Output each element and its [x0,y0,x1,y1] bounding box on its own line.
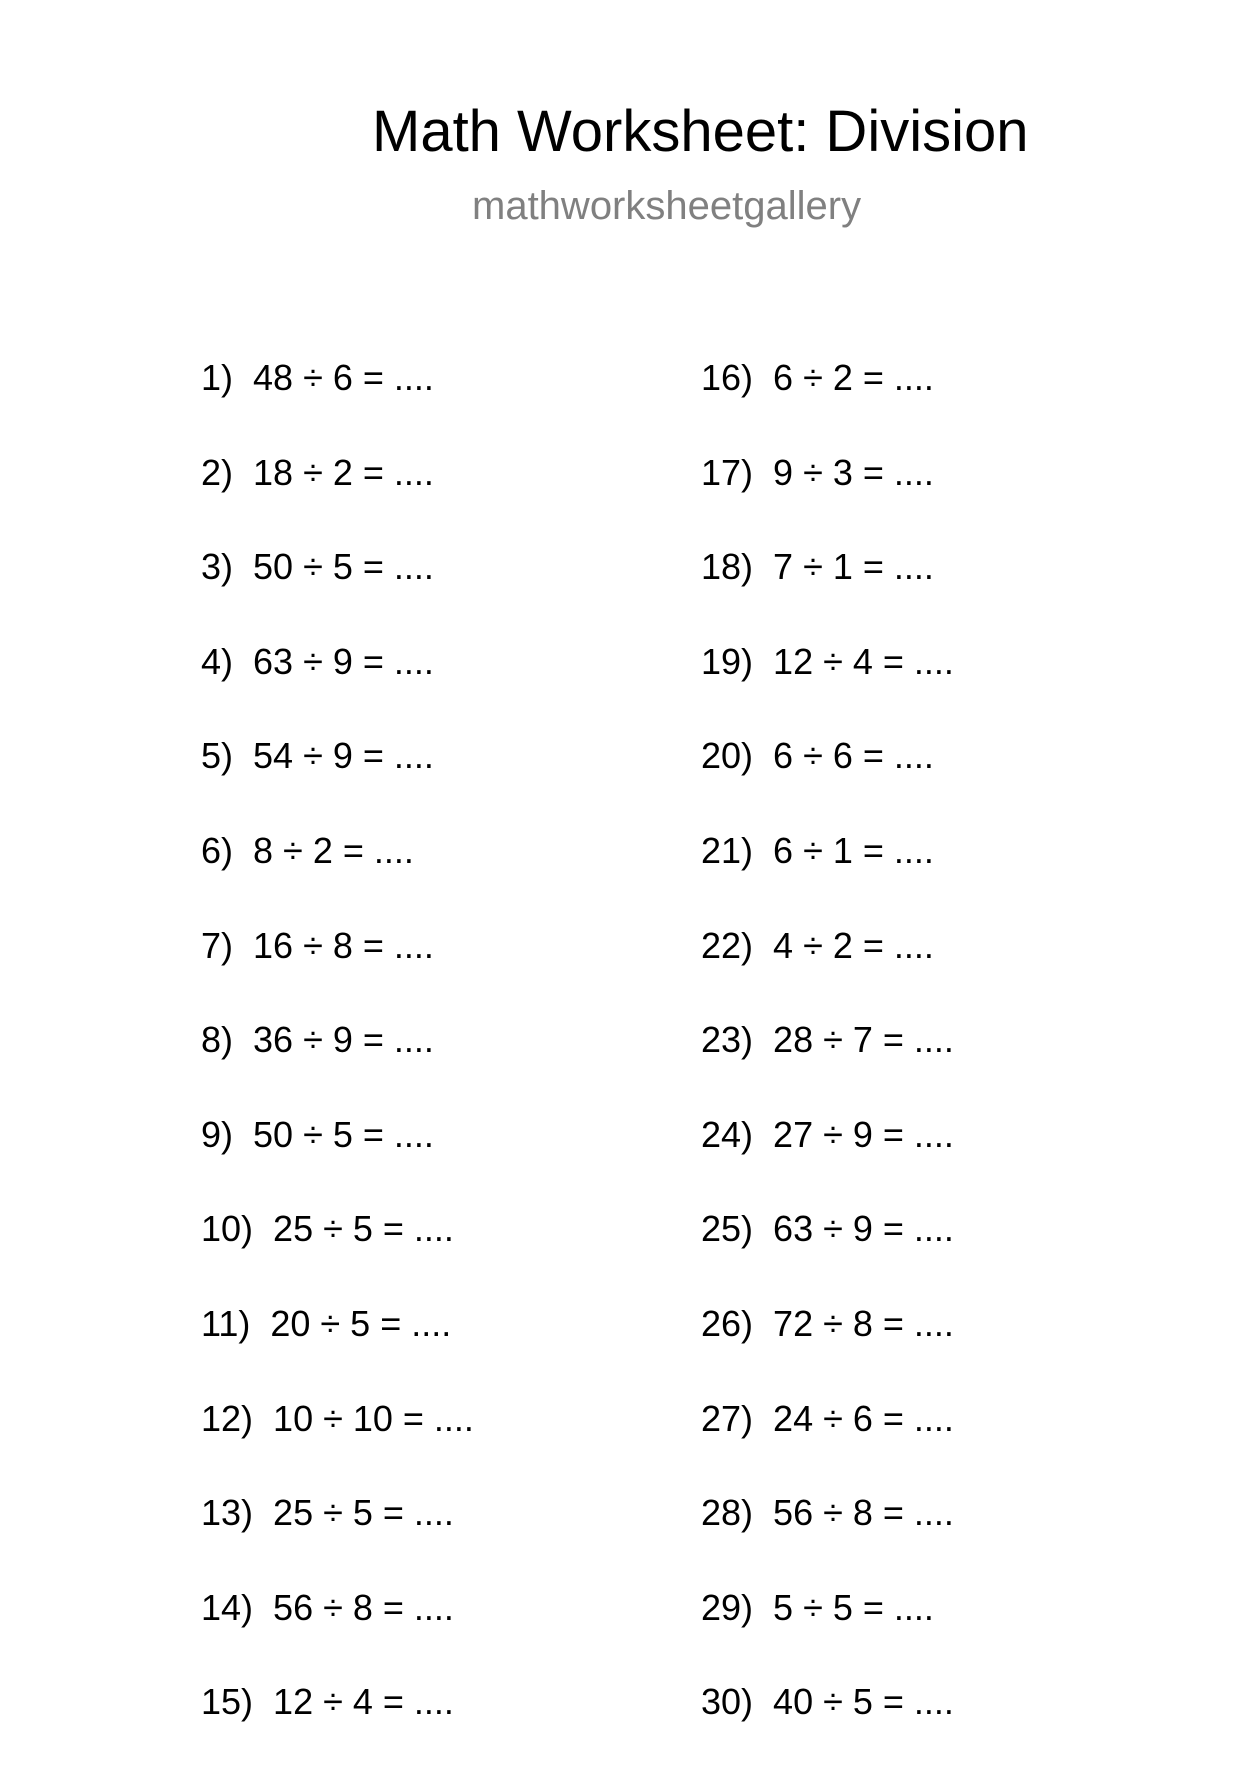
problem-expression: 27 ÷ 9 = .... [773,1113,954,1155]
problem-item [701,735,1161,830]
problem-item [201,452,661,547]
problem-expression: 10 ÷ 10 = .... [273,1397,474,1439]
problems-column-left [201,357,661,1776]
problem-item [201,1587,661,1682]
problem-number: 18) [701,546,754,588]
problem-number: 28) [701,1492,754,1534]
problem-number: 16) [701,357,754,398]
problem-item [701,1587,1161,1682]
problem-expression: 50 ÷ 5 = .... [253,1113,434,1155]
problem-expression: 25 ÷ 5 = .... [273,1492,454,1534]
problem-number: 9) [201,1113,234,1155]
problems-column-right [701,357,1161,1776]
problem-number: 15) [201,1681,254,1723]
problem-number: 19) [701,640,754,682]
problem-number: 4) [201,640,234,682]
problem-item [701,1681,1161,1776]
problem-expression: 36 ÷ 9 = .... [253,1019,434,1061]
problem-item [201,1019,661,1114]
problem-expression: 72 ÷ 8 = .... [773,1302,954,1344]
problem-item [201,357,661,452]
problem-expression: 12 ÷ 4 = .... [773,640,954,682]
problem-expression: 25 ÷ 5 = .... [273,1208,454,1250]
problem-item [701,1398,1161,1493]
problem-expression: 63 ÷ 9 = .... [773,1208,954,1250]
problem-expression: 12 ÷ 4 = .... [273,1681,454,1723]
problem-item [201,1681,661,1776]
problem-expression: 16 ÷ 8 = .... [253,924,434,966]
problem-item [701,1492,1161,1587]
problem-item [201,735,661,830]
problem-item [701,452,1161,547]
problem-expression: 24 ÷ 6 = .... [773,1397,954,1439]
problem-expression: 6 ÷ 6 = .... [773,735,934,777]
problem-item [701,357,1161,452]
worksheet-title: Math Worksheet: Division [372,99,1029,164]
problem-number: 10) [201,1208,254,1250]
problem-expression: 6 ÷ 2 = .... [773,357,934,398]
problem-expression: 50 ÷ 5 = .... [253,546,434,588]
problem-item [201,1398,661,1493]
problem-number: 22) [701,924,754,966]
problem-number: 12) [201,1397,254,1439]
problem-item [201,641,661,736]
problem-item [201,925,661,1020]
problem-expression: 4 ÷ 2 = .... [773,924,934,966]
problem-item [701,641,1161,736]
problem-number: 29) [701,1586,754,1628]
problem-number: 17) [701,451,754,493]
problem-number: 21) [701,829,754,871]
problem-item [201,1492,661,1587]
problem-expression: 5 ÷ 5 = .... [773,1586,934,1628]
problem-number: 25) [701,1208,754,1250]
problem-number: 7) [201,924,234,966]
problem-expression: 63 ÷ 9 = .... [253,640,434,682]
problem-expression: 28 ÷ 7 = .... [773,1019,954,1061]
problem-item [701,1114,1161,1209]
problem-expression: 40 ÷ 5 = .... [773,1681,954,1723]
problem-number: 13) [201,1492,254,1534]
problem-expression: 56 ÷ 8 = .... [273,1586,454,1628]
problem-expression: 48 ÷ 6 = .... [253,357,434,398]
problem-number: 26) [701,1302,754,1344]
problem-number: 2) [201,451,234,493]
problem-expression: 54 ÷ 9 = .... [253,735,434,777]
problem-item [701,1208,1161,1303]
problem-item [201,1114,661,1209]
problem-item [201,830,661,925]
problem-expression: 56 ÷ 8 = .... [773,1492,954,1534]
problem-item [701,925,1161,1020]
problem-number: 6) [201,829,234,871]
problem-expression: 6 ÷ 1 = .... [773,829,934,871]
problem-expression: 18 ÷ 2 = .... [253,451,434,493]
problem-item [201,1208,661,1303]
problem-item [701,1019,1161,1114]
problem-number: 30) [701,1681,754,1723]
problem-expression: 9 ÷ 3 = .... [773,451,934,493]
problem-number: 11) [201,1302,251,1344]
problem-number: 3) [201,546,234,588]
problem-number: 5) [201,735,234,777]
problem-item [201,1303,661,1398]
problem-number: 27) [701,1397,754,1439]
problem-number: 20) [701,735,754,777]
problem-item [201,546,661,641]
problem-expression: 7 ÷ 1 = .... [773,546,934,588]
problem-number: 23) [701,1019,754,1061]
problem-expression: 20 ÷ 5 = .... [270,1302,452,1344]
problem-item [701,1303,1161,1398]
problem-item [701,830,1161,925]
problem-expression: 8 ÷ 2 = .... [253,829,414,871]
worksheet-subtitle: mathworksheetgallery [472,184,862,228]
problem-number: 24) [701,1113,754,1155]
problem-number: 8) [201,1019,234,1061]
problem-number: 14) [201,1586,254,1628]
problem-number: 1) [201,357,234,398]
problem-item [701,546,1161,641]
